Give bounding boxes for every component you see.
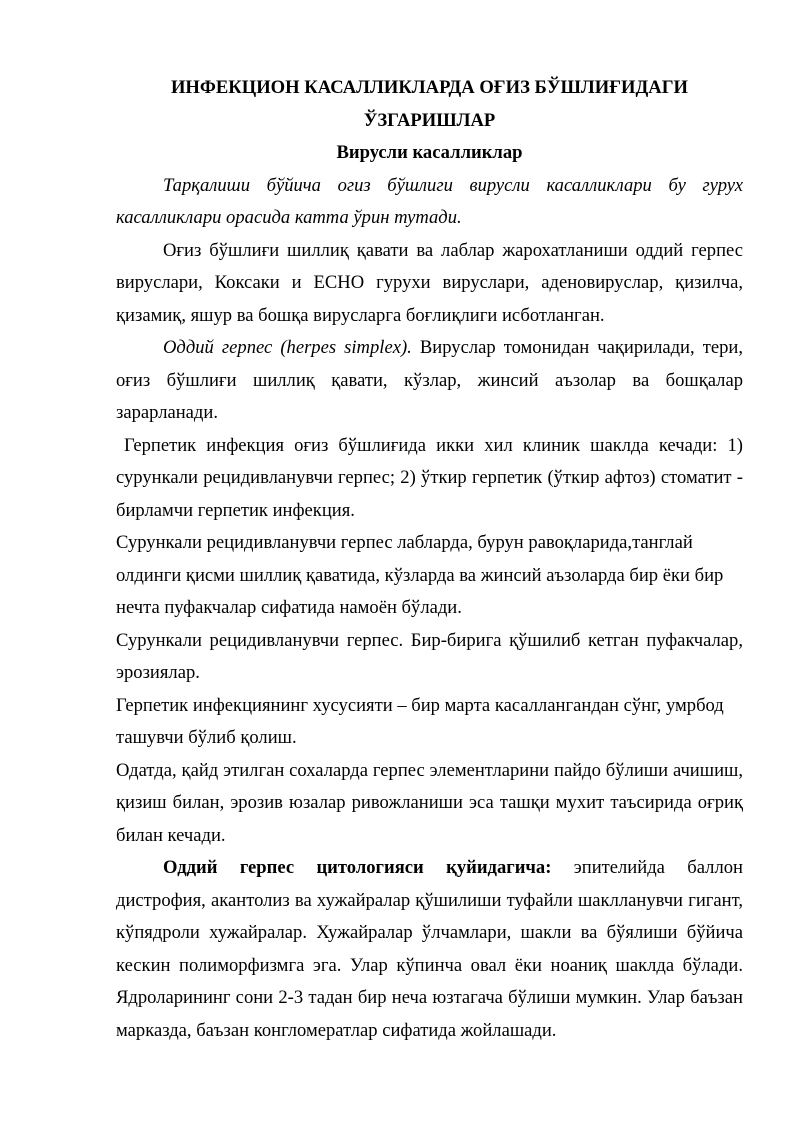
paragraph-8: Одатда, қайд этилган сохаларда герпес элементларини пайдо бўлиши ачишиш, қизиш билан, эрозив юзалар ривожланиши эса ташқи мухит таъсирида оғриқ билан кечади. bbox=[116, 759, 743, 846]
paragraph-4: Герпетик инфекция оғиз бўшлиғида икки хил клиник шаклда кечади: 1) сурункали рецидивланувчи герпес; 2) ўткир герпетик (ўткир афтоз) стоматит - бирламчи герпетик инфекция. bbox=[116, 434, 743, 521]
paragraph-5-line-3: нечта пуфакчалар сифатида намоён бўлади. bbox=[116, 597, 462, 618]
paragraph-1: Тарқалиши бўйича огиз бўшлиги вирусли касалликлари бу гурух касалликлари орасида катта ўрин тутади. bbox=[116, 174, 743, 228]
section-subtitle: Вирусли касалликлар bbox=[336, 142, 523, 163]
document-title bbox=[116, 72, 743, 137]
paragraph-2: Оғиз бўшлиғи шиллиқ қавати ва лаблар жарохатланиши оддий герпес вируслари, Коксаки и ЕСНО гурухи вируслари, аденовируслар, қизилча, қизамиқ, яшур ва бошқа вирусларга боғлиқлиги исботланган. bbox=[116, 239, 743, 326]
document-page bbox=[116, 72, 743, 1047]
paragraph-9 bbox=[116, 852, 743, 1047]
paragraph-5 bbox=[116, 527, 743, 625]
paragraph-3 bbox=[116, 332, 743, 430]
title-line-2: ЎЗГАРИШЛАР bbox=[363, 109, 496, 131]
paragraph-6: Сурункали рецидивланувчи герпес. Бир-бирига қўшилиб кетган пуфакчалар, эрозиялар. bbox=[116, 629, 743, 683]
herpes-simplex-term: Оддий герпес (herpes simplex). bbox=[163, 337, 412, 358]
paragraph-7 bbox=[116, 690, 743, 755]
paragraph-7-line-1: Герпетик инфекциянинг хусусияти – бир марта касаллангандан сўнг, умрбод bbox=[116, 694, 724, 716]
cytology-heading: Оддий герпес цитологияси қуйидагича: bbox=[163, 857, 552, 878]
paragraph-5-line-2: олдинги қисми шиллиқ қаватида, кўзларда ва жинсий аъзоларда бир ёки бир bbox=[116, 564, 724, 586]
paragraph-7-line-2: ташувчи бўлиб қолиш. bbox=[116, 727, 297, 748]
paragraph-9-text: эпителийда баллон дистрофия, акантолиз ва хужайралар қўшилиши туфайли шаклланувчи гигант, кўпядроли хужайралар. Хужайралар ўлчамлари, шакли ва бўялиши бўйича кескин полиморфизмга эга. Улар кўпинча овал ёки ноаниқ шаклда бўлади. Ядроларининг сони 2-3 тадан бир неча юзтагача бўлиши мумкин. Улар баъзан марказда, баъзан конгломератлар сифатида жойлашади. bbox=[116, 857, 743, 1041]
title-line-1: ИНФЕКЦИОН КАСАЛЛИКЛАРДА ОҒИЗ БЎШЛИҒИДАГИ bbox=[170, 77, 689, 98]
paragraph-5-line-1: Сурункали рецидивланувчи герпес лабларда, бурун равоқларида,танглай bbox=[116, 532, 693, 553]
paragraph-3-text: Вируслар томонидан чақирилади, тери, оғиз бўшлиғи шиллиқ қавати, кўзлар, жинсий аъзолар ва бошқалар зарарланади. bbox=[116, 337, 743, 423]
